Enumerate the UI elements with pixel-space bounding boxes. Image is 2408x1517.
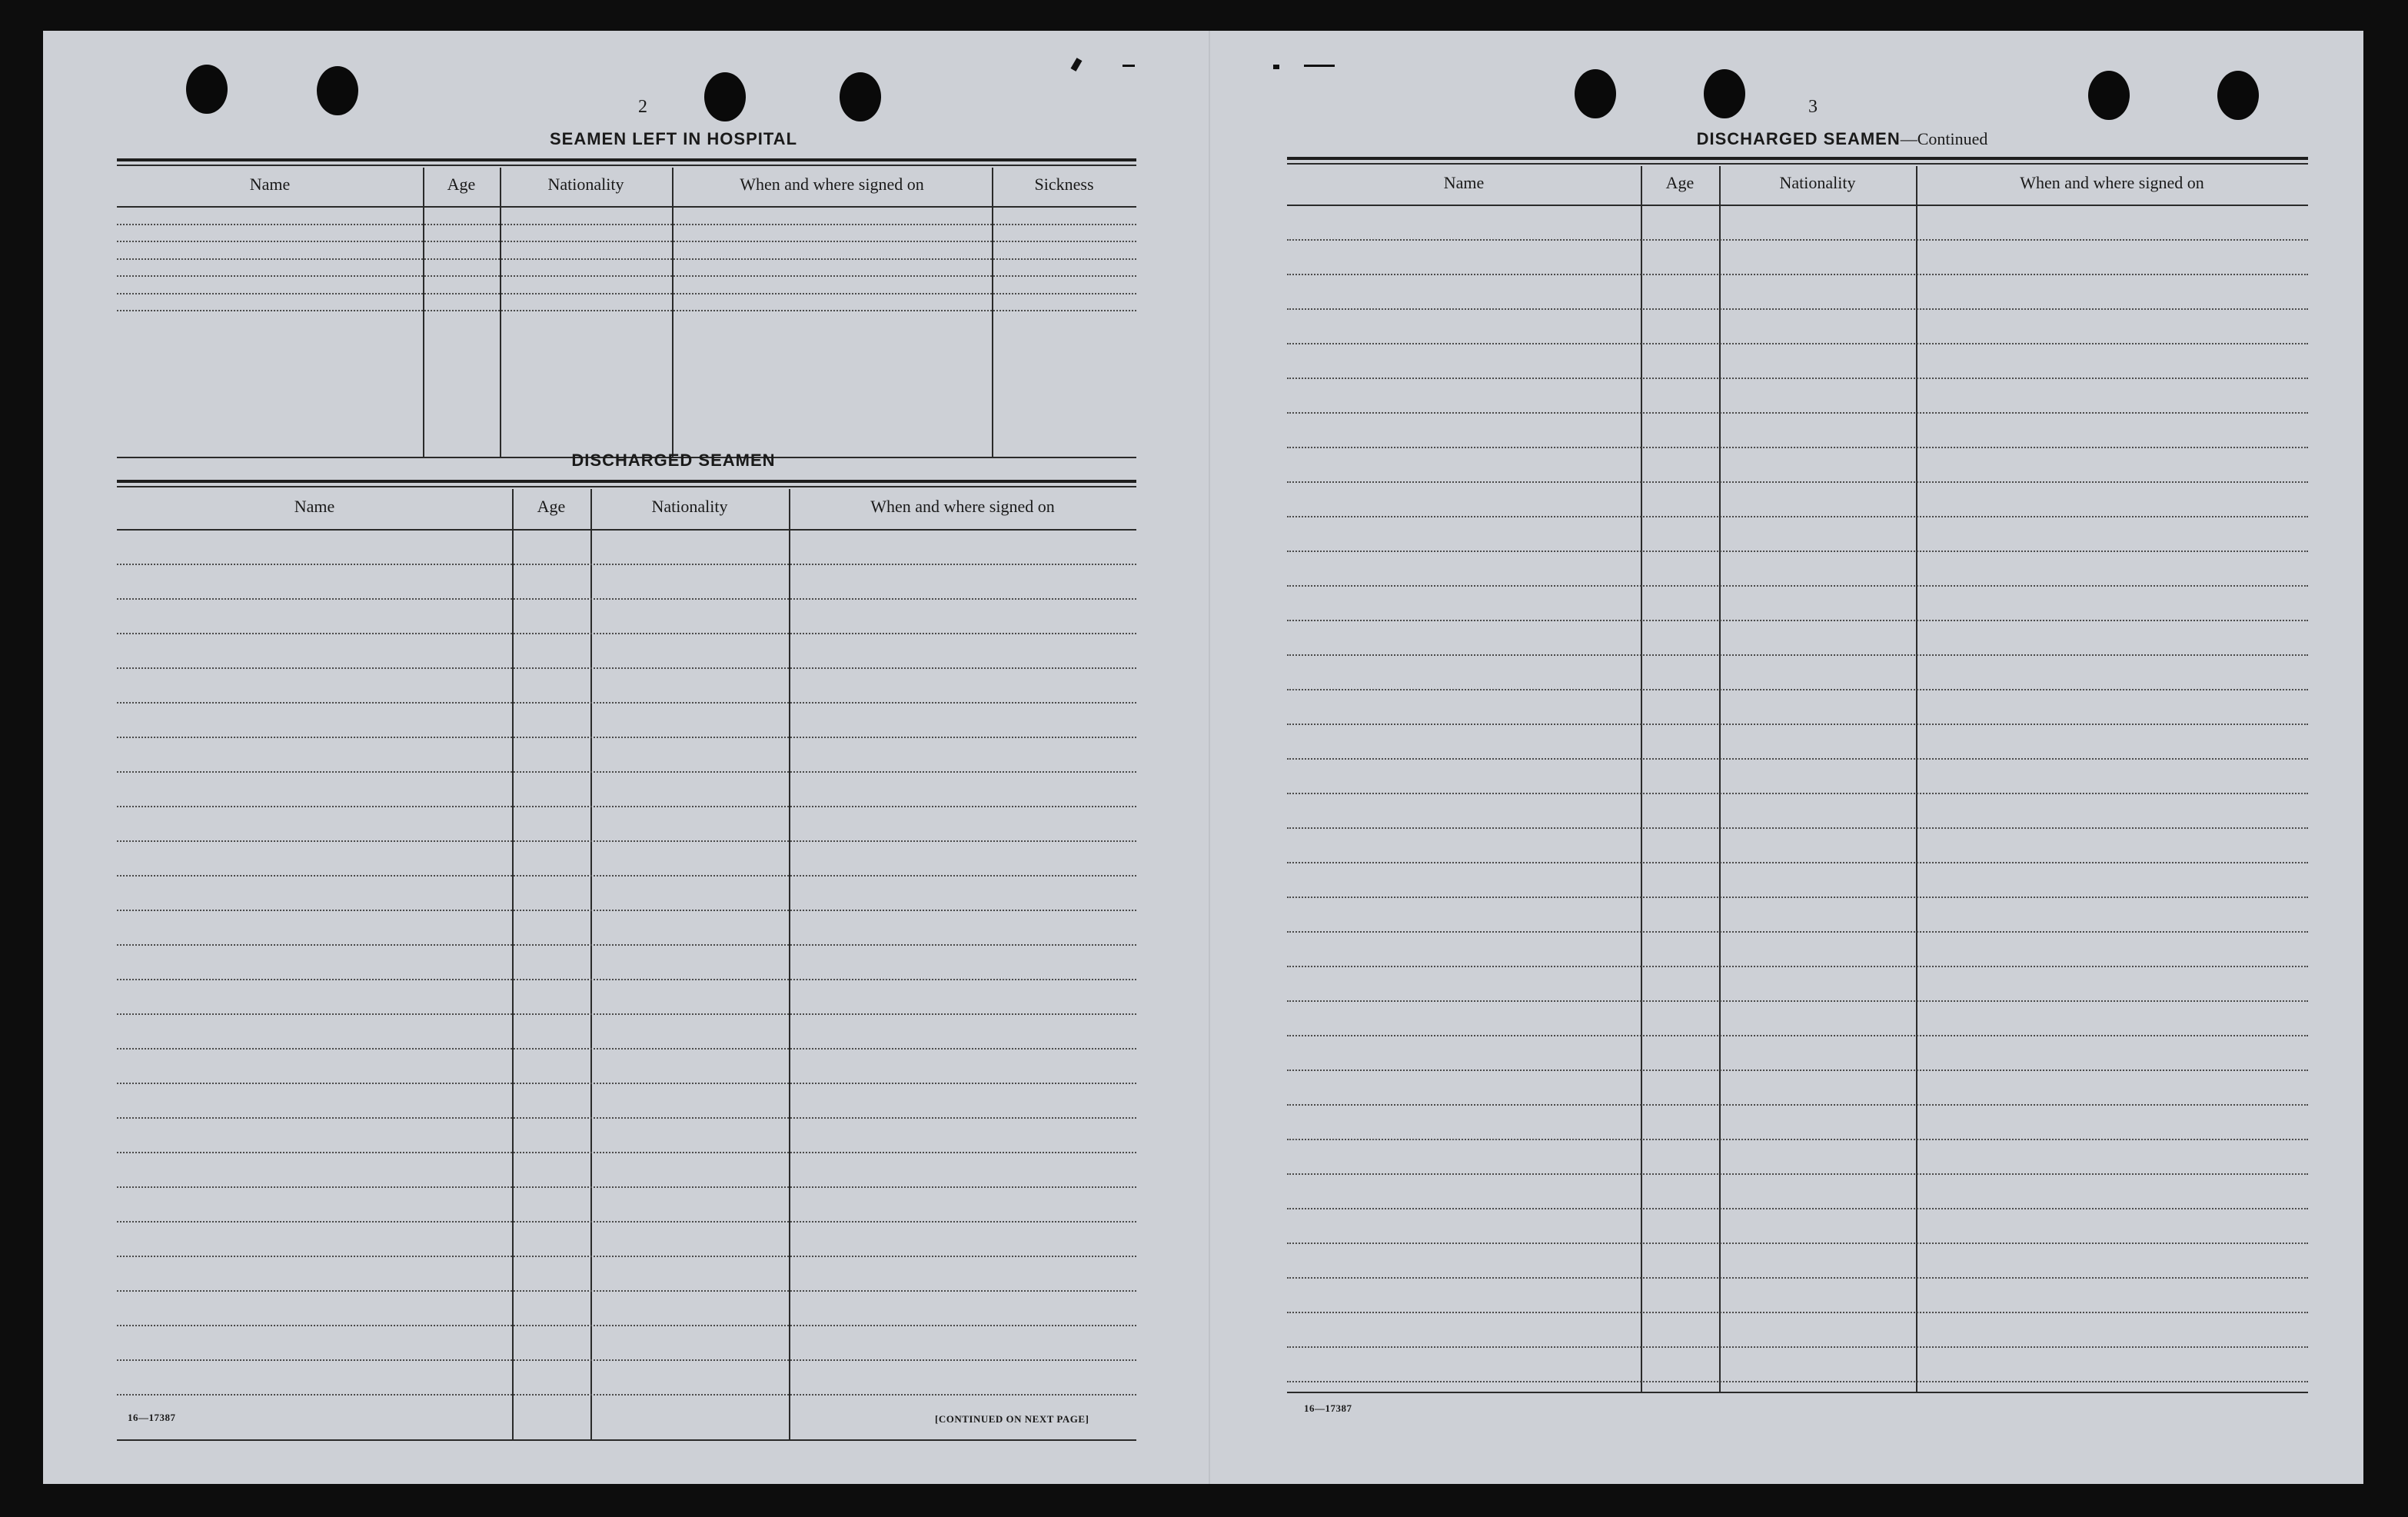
column-header: Sickness (1034, 175, 1094, 194)
row-line (117, 633, 1136, 634)
column-header: Age (537, 497, 566, 516)
row-line (117, 875, 1136, 877)
row-line (117, 910, 1136, 911)
row-line (1287, 1243, 2308, 1244)
row-line (117, 944, 1136, 946)
row-line (117, 1152, 1136, 1153)
row-line (1287, 481, 2308, 483)
row-line (1287, 862, 2308, 863)
page-fold (1209, 31, 1210, 1484)
punch-hole (704, 72, 746, 121)
row-line (117, 1083, 1136, 1084)
document-sheet (43, 31, 2363, 1484)
row-line (117, 1359, 1136, 1361)
hospital-table (117, 158, 1136, 460)
row-line (1287, 1277, 2308, 1279)
column-header: Age (1665, 173, 1695, 192)
row-line (1287, 447, 2308, 448)
row-line (117, 293, 1136, 294)
header-rule (117, 529, 1136, 531)
row-line (1287, 1035, 2308, 1036)
column-divider (500, 168, 501, 457)
row-line (117, 840, 1136, 842)
column-divider (512, 489, 514, 1439)
discharged-continued-table (1287, 157, 2308, 1426)
row-line (1287, 689, 2308, 690)
row-line (1287, 1208, 2308, 1209)
ink-mark (1273, 65, 1279, 69)
row-line (117, 702, 1136, 704)
row-line (1287, 308, 2308, 310)
row-line (1287, 1070, 2308, 1071)
row-line (1287, 793, 2308, 794)
row-line (1287, 931, 2308, 933)
row-line (1287, 620, 2308, 621)
row-line (117, 1221, 1136, 1223)
section-title-discharged-continued (1565, 129, 2119, 149)
table-top-rule-thin (117, 486, 1136, 487)
section-title-hospital: SEAMEN LEFT IN HOSPITAL (549, 129, 798, 148)
column-header: Age (447, 175, 476, 194)
row-line (117, 1186, 1136, 1188)
row-line (1287, 551, 2308, 552)
column-header: When and where signed on (870, 497, 1055, 516)
row-line (1287, 412, 2308, 414)
column-divider (590, 489, 592, 1439)
row-line (1287, 724, 2308, 725)
row-line (1287, 378, 2308, 379)
table-top-rule-thin (1287, 163, 2308, 165)
ink-mark (1123, 65, 1135, 67)
row-line (1287, 1139, 2308, 1140)
continued-note: [CONTINUED ON NEXT PAGE] (935, 1413, 1089, 1425)
punch-hole (186, 65, 228, 114)
table-bottom-rule (1287, 1392, 2308, 1393)
table-top-rule (117, 480, 1136, 483)
column-header: When and where signed on (2020, 173, 2204, 192)
row-line (1287, 654, 2308, 656)
column-divider (789, 489, 790, 1439)
row-line (1287, 343, 2308, 344)
column-header: When and where signed on (740, 175, 924, 194)
row-line (117, 1048, 1136, 1050)
row-line (117, 1256, 1136, 1257)
row-line (1287, 516, 2308, 517)
row-line (1287, 758, 2308, 760)
punch-hole (2217, 71, 2259, 120)
row-line (1287, 1104, 2308, 1106)
column-divider (672, 168, 674, 457)
section-title-text: DISCHARGED SEAMEN (1696, 129, 1901, 148)
row-line (117, 1394, 1136, 1396)
row-line (1287, 239, 2308, 241)
punch-hole (1704, 69, 1745, 118)
header-rule (1287, 205, 2308, 206)
ink-mark (1304, 65, 1335, 67)
row-line (1287, 966, 2308, 967)
row-line (1287, 1381, 2308, 1382)
page-number: 2 (638, 97, 647, 117)
row-line (117, 258, 1136, 260)
punch-hole (317, 66, 358, 115)
row-line (1287, 1173, 2308, 1175)
row-line (117, 564, 1136, 565)
header-rule (117, 206, 1136, 208)
row-line (117, 224, 1136, 225)
punch-hole (1575, 69, 1616, 118)
row-line (1287, 827, 2308, 829)
row-line (117, 275, 1136, 277)
row-line (1287, 1312, 2308, 1313)
column-header: Nationality (1779, 173, 1856, 192)
column-header: Name (294, 497, 335, 516)
row-line (117, 1290, 1136, 1292)
column-header: Nationality (651, 497, 728, 516)
section-title-suffix: —Continued (1900, 129, 1988, 148)
table-bottom-rule (117, 1439, 1136, 1441)
column-header: Name (249, 175, 291, 194)
row-line (117, 1117, 1136, 1119)
discharged-table (117, 480, 1136, 1415)
row-line (1287, 1346, 2308, 1348)
table-top-rule (1287, 157, 2308, 160)
table-top-rule (117, 158, 1136, 161)
row-line (117, 667, 1136, 669)
row-line (117, 241, 1136, 242)
column-divider (423, 168, 424, 457)
column-header: Nationality (547, 175, 624, 194)
form-number: 16—17387 (1304, 1402, 1352, 1414)
section-title-discharged: DISCHARGED SEAMEN (571, 451, 776, 470)
table-top-rule-thin (117, 165, 1136, 166)
row-line (117, 806, 1136, 807)
page-number: 3 (1808, 97, 1818, 117)
row-line (117, 979, 1136, 980)
row-line (117, 737, 1136, 738)
row-line (1287, 1000, 2308, 1002)
row-line (1287, 585, 2308, 587)
row-line (1287, 897, 2308, 898)
punch-hole (2088, 71, 2130, 120)
punch-hole (840, 72, 881, 121)
form-number: 16—17387 (128, 1412, 176, 1423)
row-line (117, 1325, 1136, 1326)
row-line (1287, 274, 2308, 275)
row-line (117, 1013, 1136, 1015)
column-divider (992, 168, 993, 457)
row-line (117, 598, 1136, 600)
ink-mark (1071, 58, 1083, 72)
row-line (117, 310, 1136, 311)
column-header: Name (1443, 173, 1485, 192)
row-line (117, 771, 1136, 773)
